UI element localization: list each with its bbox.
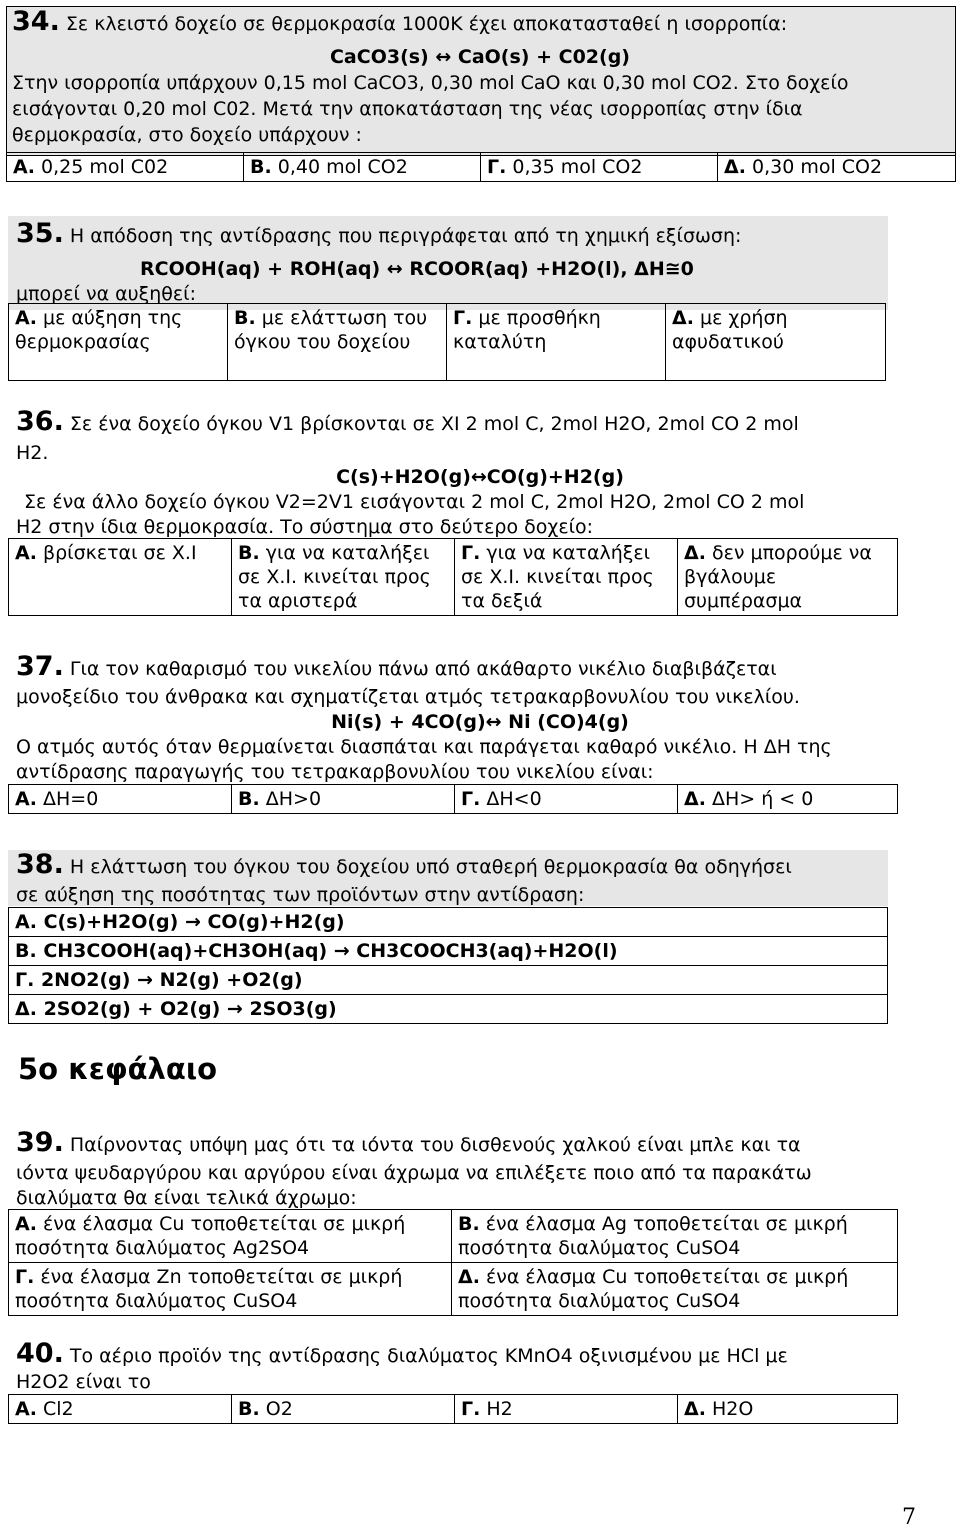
q37-line1: Για τον καθαρισμό του νικελίου πάνω από ακάθαρτο νικέλιο διαβιβάζεται bbox=[69, 658, 777, 680]
q39-line1: Παίρνοντας υπόψη μας ότι τα ιόντα του δισθενούς χαλκού είναι μπλε και τα bbox=[69, 1134, 801, 1156]
q40-number: 40. bbox=[16, 1338, 64, 1369]
q40-option-a[interactable]: Α. Cl2 bbox=[9, 1395, 232, 1424]
q36-line1-wrap bbox=[16, 406, 799, 437]
q40-line2: H2O2 είναι το bbox=[16, 1371, 151, 1393]
q35-option-d[interactable]: Δ. με χρήση αφυδατικού bbox=[666, 304, 886, 381]
q39-options bbox=[8, 1209, 898, 1316]
q37-option-b[interactable]: Β. ΔΗ>0 bbox=[232, 785, 455, 814]
q36-line1: Σε ένα δοχείο όγκου V1 βρίσκονται σε ΧΙ 2 mol C, 2mol H2O, 2mol CO 2 mol bbox=[69, 413, 799, 435]
q34-options bbox=[6, 152, 956, 182]
q38-option-d[interactable]: Δ. 2SO2(g) + O2(g) → 2SO3(g) bbox=[9, 995, 888, 1024]
q35-option-a[interactable]: Α. με αύξηση της θερμοκρασίας bbox=[9, 304, 228, 381]
q39-option-b[interactable]: Β. ένα έλασμα Ag τοποθετείται σε μικρή ποσότητα διαλύματος CuSO4 bbox=[452, 1210, 898, 1263]
q34-option-b[interactable]: Β. 0,40 mol CO2 bbox=[244, 153, 481, 182]
q34-option-d[interactable]: Δ. 0,30 mol CO2 bbox=[718, 153, 956, 182]
q34-intro-line bbox=[12, 6, 788, 37]
q37-option-c[interactable]: Γ. ΔΗ<0 bbox=[455, 785, 678, 814]
q38-option-a[interactable]: Α. C(s)+H2O(g) → CO(g)+H2(g) bbox=[9, 908, 888, 937]
q37-line4: αντίδρασης παραγωγής του τετρακαρβονυλίου του νικελίου είναι: bbox=[16, 761, 654, 783]
q40-option-b[interactable]: Β. O2 bbox=[232, 1395, 455, 1424]
q38-option-c[interactable]: Γ. 2NO2(g) → N2(g) +O2(g) bbox=[9, 966, 888, 995]
q37-option-d[interactable]: Δ. ΔΗ> ή < 0 bbox=[678, 785, 898, 814]
q39-line3: διαλύματα θα είναι τελικά άχρωμο: bbox=[16, 1187, 357, 1209]
q35-options bbox=[8, 303, 886, 381]
q35-line2: μπορεί να αυξηθεί: bbox=[16, 283, 197, 305]
q35-intro-line bbox=[16, 218, 742, 249]
q37-line2: μονοξείδιο του άνθρακα και σχηματίζεται ατμός τετρακαρβονυλίου του νικελίου. bbox=[16, 686, 800, 708]
q38-line2: σε αύξηση της ποσότητας των προϊόντων στην αντίδραση: bbox=[16, 884, 585, 906]
q36-option-d[interactable]: Δ. δεν μπορούμε να βγάλουμε συμπέρασμα bbox=[678, 539, 898, 616]
q38-line1: Η ελάττωση του όγκου του δοχείου υπό σταθερή θερμοκρασία θα οδηγήσει bbox=[69, 856, 792, 878]
q35-intro: Η απόδοση της αντίδρασης που περιγράφεται από τη χημική εξίσωση: bbox=[69, 225, 742, 247]
q37-line1-wrap bbox=[16, 651, 777, 682]
q36-option-b[interactable]: Β. για να καταλήξει σε Χ.Ι. κινείται προς τα αριστερά bbox=[232, 539, 455, 616]
q35-number: 35. bbox=[16, 218, 64, 249]
q36-equation: C(s)+H2O(g)↔CO(g)+H2(g) bbox=[336, 466, 624, 488]
q39-option-c[interactable]: Γ. ένα έλασμα Zn τοποθετείται σε μικρή ποσότητα διαλύματος CuSO4 bbox=[9, 1263, 452, 1316]
page-number: 7 bbox=[902, 1505, 916, 1530]
q34-line3: εισάγονται 0,20 mol C02. Μετά την αποκατάσταση της νέας ισορροπίας στην ίδια bbox=[12, 98, 803, 120]
chapter-heading: 5ο κεφάλαιο bbox=[18, 1052, 218, 1086]
q40-line1: Το αέριο προϊόν της αντίδρασης διαλύματος KMnO4 οξινισμένου με HCl με bbox=[69, 1345, 788, 1367]
q37-number: 37. bbox=[16, 651, 64, 682]
q34-line2: Στην ισορροπία υπάρχουν 0,15 mol CaCO3, 0,30 mol CaO και 0,30 mol CO2. Στο δοχείο bbox=[12, 72, 849, 94]
q40-option-d[interactable]: Δ. H2O bbox=[678, 1395, 898, 1424]
q36-line2: Σε ένα άλλο δοχείο όγκου V2=2V1 εισάγονται 2 mol C, 2mol H2O, 2mol CO 2 mol bbox=[24, 491, 805, 513]
q35-equation: RCOOH(aq) + ROH(aq) ↔ RCOOR(aq) +H2O(l), ΔΗ≅0 bbox=[140, 258, 694, 280]
q36-options bbox=[8, 538, 898, 616]
q38-option-b[interactable]: Β. CH3COOH(aq)+CH3OH(aq) → CH3COOCH3(aq)+H2O(l) bbox=[9, 937, 888, 966]
q34-line4: θερμοκρασία, στο δοχείο υπάρχουν : bbox=[12, 124, 362, 146]
q38-options bbox=[8, 907, 888, 1024]
q34-option-c[interactable]: Γ. 0,35 mol CO2 bbox=[481, 153, 718, 182]
q35-option-b[interactable]: Β. με ελάττωση του όγκου του δοχείου bbox=[228, 304, 447, 381]
q37-line3: Ο ατμός αυτός όταν θερμαίνεται διασπάται και παράγεται καθαρό νικέλιο. Η ΔΗ της bbox=[16, 736, 832, 758]
q36-option-a[interactable]: Α. βρίσκεται σε Χ.Ι bbox=[9, 539, 232, 616]
q39-option-d[interactable]: Δ. ένα έλασμα Cu τοποθετείται σε μικρή ποσότητα διαλύματος CuSO4 bbox=[452, 1263, 898, 1316]
q34-option-a[interactable]: Α. 0,25 mol C02 bbox=[7, 153, 244, 182]
q34-equation: CaCO3(s) ↔ CaO(s) + C02(g) bbox=[329, 46, 630, 68]
q40-option-c[interactable]: Γ. H2 bbox=[455, 1395, 678, 1424]
q38-line1-wrap bbox=[16, 849, 792, 880]
q40-options bbox=[8, 1394, 898, 1424]
q38-number: 38. bbox=[16, 849, 64, 880]
q35-option-c[interactable]: Γ. με προσθήκη καταλύτη bbox=[447, 304, 666, 381]
q36-line3: H2 στην ίδια θερμοκρασία. Το σύστημα στο δεύτερο δοχείο: bbox=[16, 516, 594, 538]
q39-option-a[interactable]: Α. ένα έλασμα Cu τοποθετείται σε μικρή ποσότητα διαλύματος Ag2SO4 bbox=[9, 1210, 452, 1263]
q37-option-a[interactable]: Α. ΔΗ=0 bbox=[9, 785, 232, 814]
q34-intro: Σε κλειστό δοχείο σε θερμοκρασία 1000Κ έχει αποκατασταθεί η ισορροπία: bbox=[65, 13, 788, 35]
q40-line1-wrap bbox=[16, 1338, 788, 1369]
q37-equation: Ni(s) + 4CO(g)↔ Ni (CO)4(g) bbox=[331, 711, 629, 733]
q37-options bbox=[8, 784, 898, 814]
q39-line2: ιόντα ψευδαργύρου και αργύρου είναι άχρωμα να επιλέξετε ποιο από τα παρακάτω bbox=[16, 1162, 812, 1184]
q39-number: 39. bbox=[16, 1127, 64, 1158]
q36-number: 36. bbox=[16, 406, 64, 437]
q36-line1b: H2. bbox=[16, 442, 49, 464]
q36-option-c[interactable]: Γ. για να καταλήξει σε Χ.Ι. κινείται προς τα δεξιά bbox=[455, 539, 678, 616]
q34-number: 34. bbox=[12, 6, 60, 37]
q39-line1-wrap bbox=[16, 1127, 801, 1158]
